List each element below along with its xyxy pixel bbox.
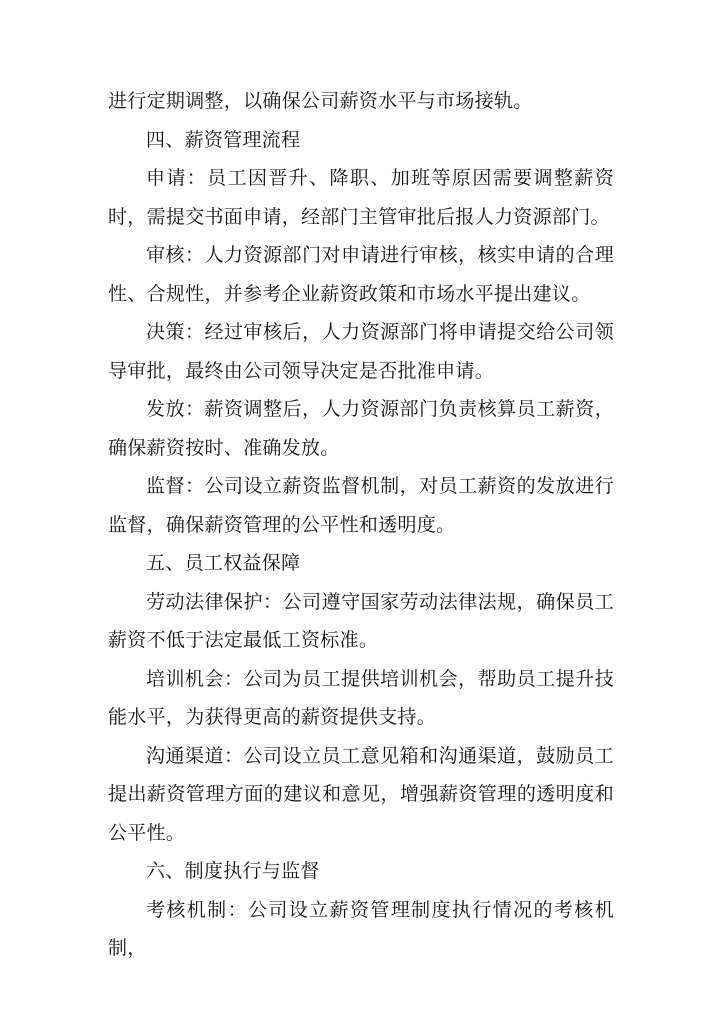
body-paragraph: 发放：薪资调整后，人力资源部门负责核算员工薪资，确保薪资按时、准确发放。 — [108, 398, 614, 459]
body-paragraph: 申请：员工因晋升、降职、加班等原因需要调整薪资时，需提交书面申请，经部门主管审批后报人力资源部门。 — [108, 167, 614, 228]
body-paragraph: 审核：人力资源部门对申请进行审核，核实申请的合理性、合规性，并参考企业薪资政策和市场水平提出建议。 — [108, 244, 614, 305]
document-body — [108, 82, 614, 968]
body-paragraph: 监督：公司设立薪资监督机制，对员工薪资的发放进行监督，确保薪资管理的公平性和透明度。 — [108, 475, 614, 536]
body-paragraph: 沟通渠道：公司设立员工意见箱和沟通渠道，鼓励员工提出薪资管理方面的建议和意见，增强薪资管理的透明度和公平性。 — [108, 744, 614, 844]
body-paragraph: 考核机制：公司设立薪资管理制度执行情况的考核机制， — [108, 898, 614, 959]
continuation-paragraph: 进行定期调整，以确保公司薪资水平与市场接轨。 — [108, 90, 533, 112]
section-heading: 五、员工权益保障 — [146, 552, 301, 574]
section-heading: 四、薪资管理流程 — [146, 128, 301, 151]
body-paragraph: 决策：经过审核后，人力资源部门将申请提交给公司领导审批，最终由公司领导决定是否批准申请。 — [108, 321, 614, 382]
body-paragraph: 劳动法律保护：公司遵守国家劳动法律法规，确保员工薪资不低于法定最低工资标准。 — [108, 590, 614, 651]
section-heading: 六、制度执行与监督 — [146, 860, 320, 882]
body-paragraph: 培训机会：公司为员工提供培训机会，帮助员工提升技能水平，为获得更高的薪资提供支持。 — [108, 667, 614, 728]
